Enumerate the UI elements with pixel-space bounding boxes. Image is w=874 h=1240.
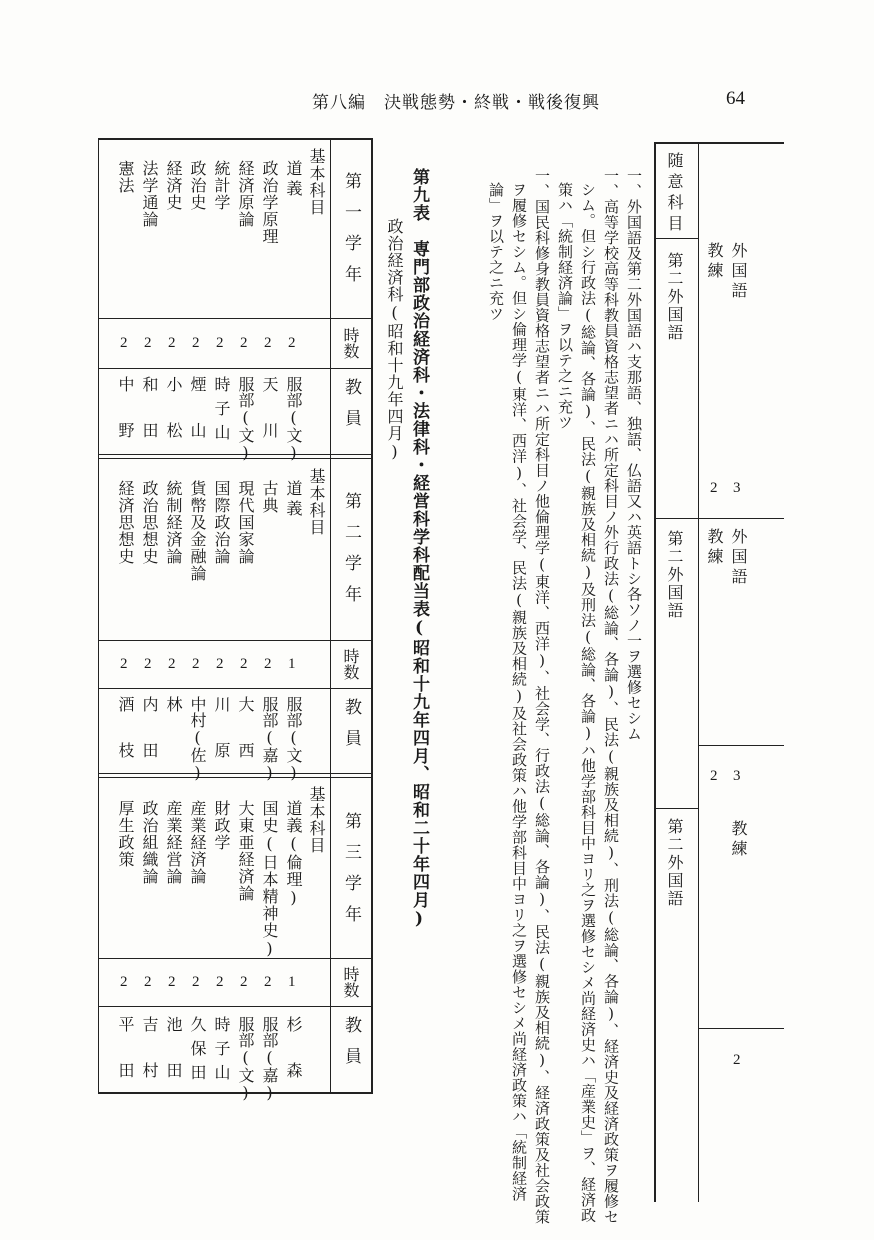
note-line: 一、外国語及第二外国語ハ支那語、独語、仏語又ハ英語トシ各ソノ一ヲ選修セシム (625, 168, 643, 742)
hours-value: 1 (288, 656, 296, 672)
hours-value: 1 (288, 974, 296, 990)
subject: 経済史 (164, 160, 183, 211)
hours-value: 2 (216, 335, 224, 351)
running-header: 第八編 決戦態勢・終戦・戦後復興 (312, 93, 600, 113)
teacher: 服部(文) (284, 696, 303, 782)
subject: 憲法 (116, 160, 135, 194)
subject: 道義(倫理) (284, 800, 303, 908)
hours-header: 時数 (341, 327, 360, 359)
subject: 貨幣及金融論 (188, 480, 207, 582)
teacher: 中野 (116, 376, 135, 468)
teacher-header: 教員 (341, 1016, 361, 1078)
col-label-drill: 教練 (705, 528, 724, 568)
teacher: 内田 (140, 696, 159, 788)
col-label-foreign-language: 外国語 (729, 528, 748, 588)
col-label-foreign-language: 外国語 (729, 242, 748, 302)
hours-value: 2 (240, 974, 248, 990)
hours-header: 時数 (341, 648, 360, 680)
hours-value: 2 (264, 974, 272, 990)
hours-value: 2 (240, 656, 248, 672)
teacher: 川原 (212, 696, 231, 788)
subject: 古典 (260, 480, 279, 514)
teacher: 吉村 (140, 1016, 159, 1108)
hours-value: 3 (733, 768, 741, 784)
row-label-second-language: 第二外国語 (665, 252, 684, 342)
col-label-drill: 教練 (729, 820, 748, 860)
hours-value: 2 (192, 974, 200, 990)
teacher: 服部(文) (284, 376, 303, 462)
teacher: 大西 (236, 696, 255, 788)
hours-value: 2 (264, 335, 272, 351)
table-subtitle: 政治経済科(昭和十九年四月) (385, 218, 404, 462)
subject: 経済原論 (236, 160, 255, 228)
hours-value: 2 (192, 335, 200, 351)
subject: 道義 (284, 160, 303, 200)
row-label-second-language: 第二外国語 (665, 530, 684, 620)
hours-value: 2 (144, 335, 152, 351)
subject: 産業経済論 (188, 800, 207, 885)
hours-value: 2 (710, 768, 718, 784)
note-line: 一、国民科修身教員資格志望者ニハ所定科目ノ他倫理学(東洋、西洋)、社会学、行政法(総論、各論)、民法(親族及相続)、経済政策及社会政策 (533, 168, 551, 1225)
subject: 基本科目 (307, 468, 326, 536)
subject: 厚生政策 (116, 800, 135, 868)
teacher: 中村(佐) (188, 696, 207, 782)
note-line: 論」ヲ以テ之ニ充ツ (487, 182, 505, 322)
hours-value: 2 (733, 1052, 741, 1068)
teacher: 小松 (164, 376, 183, 468)
hours-value: 2 (144, 974, 152, 990)
row-label-elective: 随意科目 (665, 152, 684, 236)
year-label-2: 第二学年 (341, 492, 361, 616)
note-line: ヲ履修セシム。但シ倫理学(東洋、西洋)、社会学、民法(親族及相続)及社会政策ハ他学部科目中ヨリ之ヲ選修セシメ尚経済政策ハ「統制経済 (510, 182, 528, 1202)
hours-value: 2 (192, 656, 200, 672)
hours-value: 3 (733, 480, 741, 496)
subject: 大東亜経済論 (236, 800, 255, 902)
subject: 経済思想史 (116, 480, 135, 565)
subject: 国際政治論 (212, 480, 231, 565)
teacher: 服部(嘉) (260, 1016, 279, 1102)
page-number: 64 (726, 88, 745, 109)
subject: 基本科目 (307, 786, 326, 854)
hours-value: 2 (120, 974, 128, 990)
hours-value: 2 (168, 656, 176, 672)
hours-value: 2 (264, 656, 272, 672)
teacher: 服部(文) (236, 1016, 255, 1102)
teacher: 時子山 (212, 1016, 231, 1088)
teacher: 池田 (164, 1016, 183, 1108)
teacher: 杉森 (284, 1016, 303, 1108)
hours-value: 2 (710, 480, 718, 496)
note-line: シム。但シ行政法(総論、各論)、民法(親族及相続)及刑法(総論、各論)ハ他学部科目中ヨリ之ヲ選修セシメ尚経済史ハ「産業史」ヲ、経済政 (579, 182, 597, 1223)
year-label-1: 第一学年 (341, 172, 361, 296)
teacher: 時子山 (212, 376, 231, 448)
subject: 国史(日本精神史) (260, 800, 279, 959)
hours-value: 2 (168, 335, 176, 351)
teacher-header: 教員 (341, 378, 361, 440)
subject: 法学通論 (140, 160, 159, 228)
hours-value: 2 (288, 335, 296, 351)
subject: 政治史 (188, 160, 207, 211)
teacher: 服部(嘉) (260, 696, 279, 782)
subject: 産業経営論 (164, 800, 183, 885)
hours-value: 2 (120, 335, 128, 351)
teacher: 久保田 (188, 1016, 207, 1088)
note-line: 一、高等学校高等科教員資格志望者ニハ所定科目ノ外行政法(総論、各論)、民法(親族及相続)、刑法(総論、各論)、経済史及経済政策ヲ履修セ (602, 168, 620, 1225)
subject: 統計学 (212, 160, 231, 211)
teacher: 平田 (116, 1016, 135, 1108)
hours-value: 2 (168, 974, 176, 990)
subject: 政治組織論 (140, 800, 159, 885)
subject: 基本科目 (307, 148, 326, 216)
teacher: 和田 (140, 376, 159, 468)
subject: 財政学 (212, 800, 231, 851)
hours-value: 2 (216, 974, 224, 990)
hours-header: 時数 (341, 966, 360, 998)
subject: 現代国家論 (236, 480, 255, 565)
col-label-drill: 教練 (705, 242, 724, 282)
hours-value: 2 (216, 656, 224, 672)
teacher: 服部(文) (236, 376, 255, 462)
year-label-3: 第三学年 (341, 812, 361, 936)
subject: 政治思想史 (140, 480, 159, 565)
subject: 道義 (284, 480, 303, 520)
subject: 政治学原理 (260, 160, 279, 245)
hours-value: 2 (144, 656, 152, 672)
hours-value: 2 (120, 656, 128, 672)
teacher: 酒枝 (116, 696, 135, 788)
table-title: 第九表 専門部政治経済科・法律科・経営科学科配当表(昭和十九年四月、昭和二十年四月) (409, 168, 429, 930)
teacher: 天川 (260, 376, 279, 468)
hours-value: 2 (240, 335, 248, 351)
teacher-header: 教員 (341, 698, 361, 760)
row-label-second-language: 第二外国語 (665, 818, 684, 908)
note-line: 策ハ「統制経済論」ヲ以テ之ニ充ツ (556, 182, 574, 430)
teacher: 林 (164, 696, 183, 716)
subject: 統制経済論 (164, 480, 183, 565)
teacher: 煙山 (188, 376, 207, 468)
